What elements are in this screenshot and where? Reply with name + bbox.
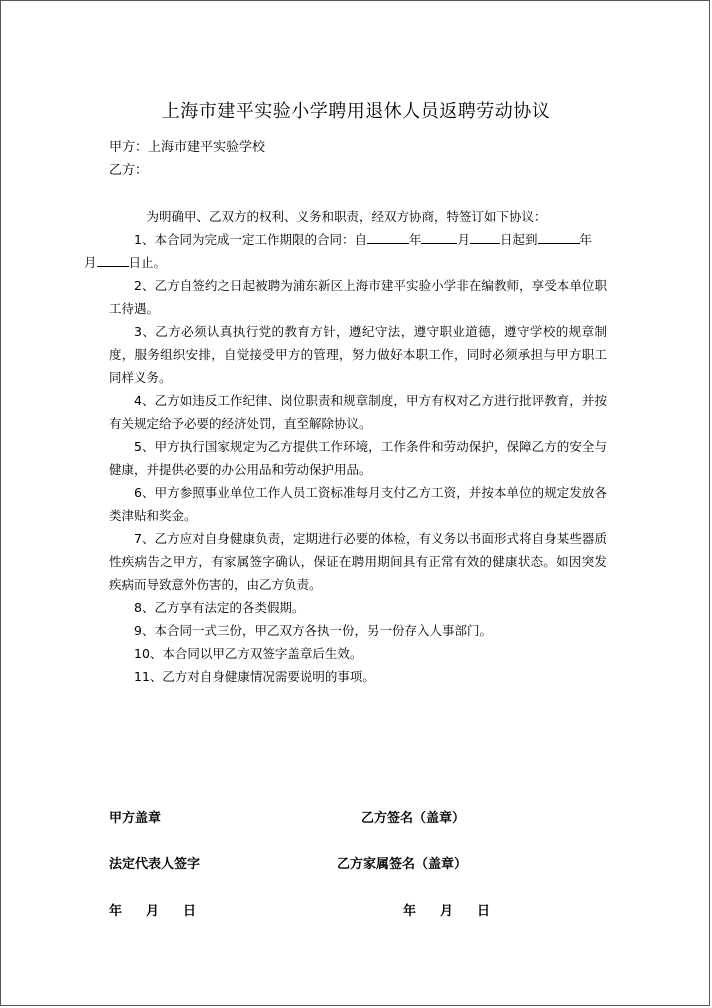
date-month-a: 月 (146, 904, 160, 919)
clause-10: 10、本合同以甲乙方双签字盖章后生效。 (134, 646, 363, 661)
clause-1-month2: 月 (84, 255, 97, 270)
clause-1-year2: 年 (579, 232, 593, 247)
clause-1-day-end: 日止。 (128, 255, 167, 270)
end-day-blank (97, 252, 129, 267)
end-year-blank (538, 229, 580, 244)
agreement-body (84, 205, 607, 688)
party-a-line: 甲方：上海市建平实验学校 (109, 140, 266, 155)
date-year-a: 年 (109, 904, 123, 919)
party-b-date (403, 900, 490, 919)
party-b-line: 乙方： (109, 163, 149, 178)
clause-1-month: 月 (457, 232, 470, 247)
clause-8: 8、乙方享有法定的各类假期。 (134, 600, 305, 615)
document-title: 上海市建平实验小学聘用退休人员返聘劳动协议 (161, 101, 551, 122)
clause-2: 2、乙方自签约之日起被聘为浦东新区上海市建平实验小学非在编教师，享受本单位职工待遇。 (109, 278, 607, 316)
start-day-blank (470, 229, 500, 244)
date-month-b: 月 (440, 904, 454, 919)
clause-3: 3、乙方必须认真执行党的教育方针，遵纪守法，遵守职业道德，遵守学校的规章制度，服务组织安排，自觉接受甲方的管理，努力做好本职工作，同时必须承担与甲方职工同样义务。 (109, 324, 607, 385)
start-year-blank (367, 229, 409, 244)
clause-9: 9、本合同一式三份，甲乙双方各执一份，另一份存入人事部门。 (134, 623, 492, 638)
clause-1-year: 年 (408, 232, 422, 247)
party-a-seal-label: 甲方盖章 (109, 811, 162, 826)
family-sign-label: 乙方家属签名（盖章） (337, 857, 468, 872)
clause-5: 5、甲方执行国家规定为乙方提供工作环境，工作条件和劳动保护，保障乙方的安全与健康，并提供必要的办公用品和劳动保护用品。 (109, 439, 607, 477)
clause-6: 6、甲方参照事业单位工作人员工资标准每月支付乙方工资，并按本单位的规定发放各类津贴和奖金。 (109, 485, 607, 523)
date-year-b: 年 (403, 904, 417, 919)
date-day-b: 日 (477, 904, 491, 919)
intro-paragraph: 为明确甲、乙双方的权利、义务和职责，经双方协商，特签订如下协议： (146, 209, 547, 224)
clause-1-text: 1、本合同为完成一定工作期限的合同：自 (134, 232, 367, 247)
clause-1 (84, 228, 607, 274)
clause-11: 11、乙方对自身健康情况需要说明的事项。 (134, 669, 375, 684)
date-day-a: 日 (183, 904, 197, 919)
party-a-date (109, 900, 196, 919)
start-month-blank (421, 229, 457, 244)
clause-1-day-to: 日起到 (500, 232, 538, 247)
legal-rep-sign-label: 法定代表人签字 (109, 857, 201, 872)
party-b-sign-label: 乙方签名（盖章） (361, 811, 466, 826)
clause-7: 7、乙方应对自身健康负责，定期进行必要的体检，有义务以书面形式将自身某些器质性疾病告之甲方，有家属签字确认，保证在聘用期间具有正常有效的健康状态。如因突发疾病而导致意外伤害的，由乙方负责。 (109, 531, 607, 592)
clause-4: 4、乙方如违反工作纪律、岗位职责和规章制度，甲方有权对乙方进行批评教育，并按有关规定给予必要的经济处罚，直至解除协议。 (109, 393, 607, 431)
